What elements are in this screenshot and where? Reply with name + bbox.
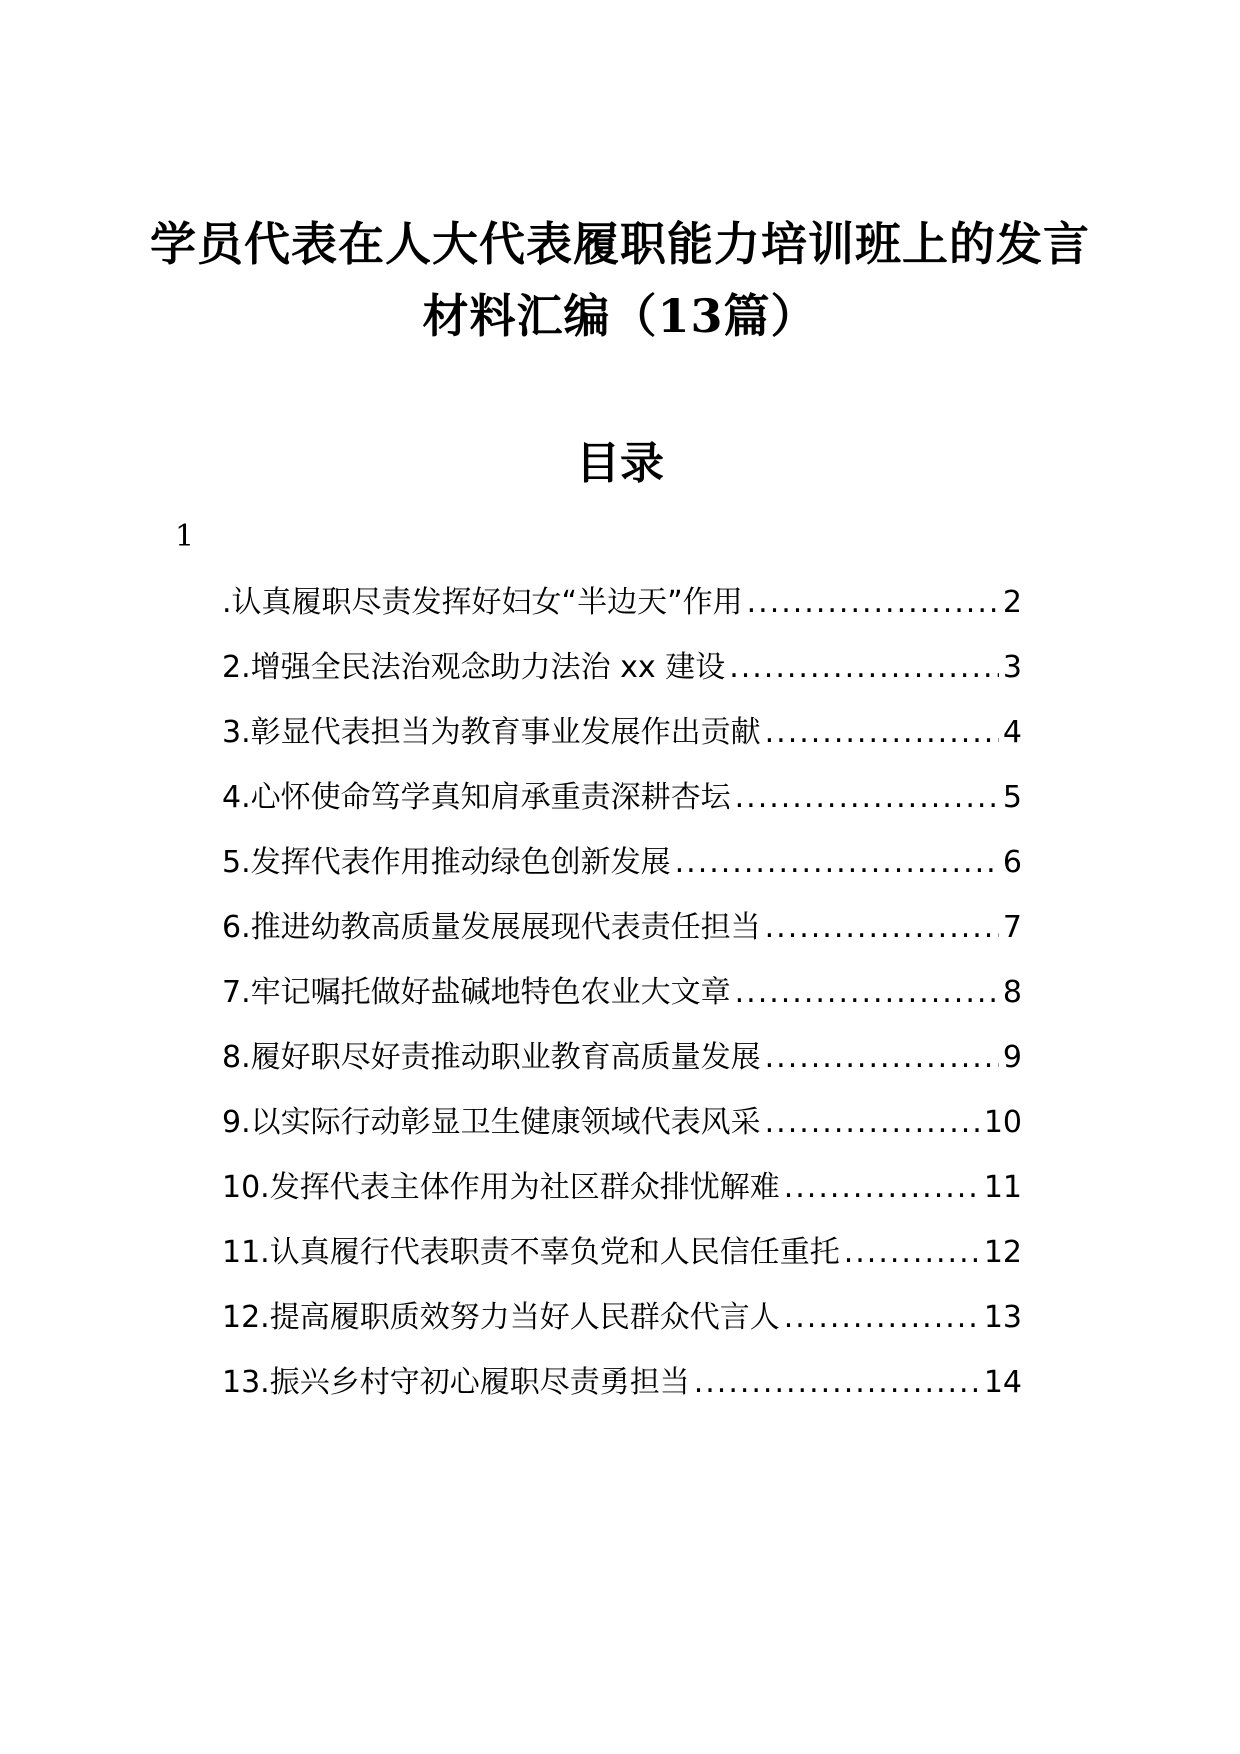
toc-marker: 1 <box>175 519 195 554</box>
toc-entry-title: 10.发挥代表主体作用为社区群众排忧解难 <box>222 1170 780 1205</box>
toc-entry-page: 4 <box>1002 715 1022 750</box>
toc-entry[interactable] <box>222 1033 1022 1098</box>
toc-entry-title: 5.发挥代表作用推动绿色创新发展 <box>222 845 671 880</box>
dot-leader <box>784 1163 980 1213</box>
toc-entry[interactable] <box>222 1163 1022 1228</box>
toc-entry-title: .认真履职尽责发挥好妇女“半边天”作用 <box>222 585 743 620</box>
toc-entry[interactable] <box>222 1098 1022 1163</box>
dot-leader <box>735 968 999 1018</box>
toc-entry-title: 8.履好职尽好责推动职业教育高质量发展 <box>222 1040 761 1075</box>
toc-entry[interactable] <box>222 1358 1022 1423</box>
toc-entry-title: 7.牢记嘱托做好盐碱地特色农业大文章 <box>222 975 731 1010</box>
dot-leader <box>747 578 999 628</box>
dot-leader <box>765 708 999 758</box>
toc-entry[interactable] <box>222 838 1022 903</box>
toc-entry-title: 13.振兴乡村守初心履职尽责勇担当 <box>222 1365 690 1400</box>
toc-entry-title: 11.认真履行代表职责不辜负党和人民信任重托 <box>222 1235 840 1270</box>
toc-entry-title: 12.提高履职质效努力当好人民群众代言人 <box>222 1300 780 1335</box>
toc-entry-page: 5 <box>1002 780 1022 815</box>
toc-entry[interactable] <box>222 903 1022 968</box>
document-title-line-2: 材料汇编（13篇） <box>422 289 818 343</box>
dot-leader <box>765 903 999 953</box>
toc-entry-title: 4.心怀使命笃学真知肩承重责深耕杏坛 <box>222 780 731 815</box>
toc-entry-page: 12 <box>983 1235 1022 1270</box>
toc-entry[interactable] <box>222 1293 1022 1358</box>
toc-entry-page: 14 <box>983 1365 1022 1400</box>
toc-entry-page: 7 <box>1002 910 1022 945</box>
toc-entry[interactable] <box>222 708 1022 773</box>
dot-leader <box>729 643 999 693</box>
toc-entry-page: 3 <box>1002 650 1022 685</box>
table-of-contents <box>222 578 1022 1423</box>
toc-entry-page: 2 <box>1002 585 1022 620</box>
toc-entry-title: 6.推进幼教高质量发展展现代表责任担当 <box>222 910 761 945</box>
dot-leader <box>784 1293 980 1343</box>
dot-leader <box>844 1228 980 1278</box>
toc-entry-title: 3.彰显代表担当为教育事业发展作出贡献 <box>222 715 761 750</box>
toc-entry[interactable] <box>222 578 1022 643</box>
dot-leader <box>765 1033 999 1083</box>
dot-leader <box>675 838 999 888</box>
dot-leader <box>694 1358 980 1408</box>
toc-entry[interactable] <box>222 773 1022 838</box>
toc-heading: 目录 <box>576 438 664 489</box>
toc-entry-page: 8 <box>1002 975 1022 1010</box>
dot-leader <box>765 1098 980 1148</box>
toc-entry-page: 6 <box>1002 845 1022 880</box>
toc-entry[interactable] <box>222 1228 1022 1293</box>
toc-entry[interactable] <box>222 643 1022 708</box>
document-title-line-1: 学员代表在人大代表履职能力培训班上的发言 <box>150 217 1090 271</box>
toc-entry[interactable] <box>222 968 1022 1033</box>
toc-entry-title: 2.增强全民法治观念助力法治 xx 建设 <box>222 650 726 685</box>
toc-entry-page: 9 <box>1002 1040 1022 1075</box>
toc-entry-page: 10 <box>983 1105 1022 1140</box>
toc-entry-page: 13 <box>983 1300 1022 1335</box>
dot-leader <box>735 773 999 823</box>
toc-entry-page: 11 <box>983 1170 1022 1205</box>
toc-entry-title: 9.以实际行动彰显卫生健康领域代表风采 <box>222 1105 761 1140</box>
